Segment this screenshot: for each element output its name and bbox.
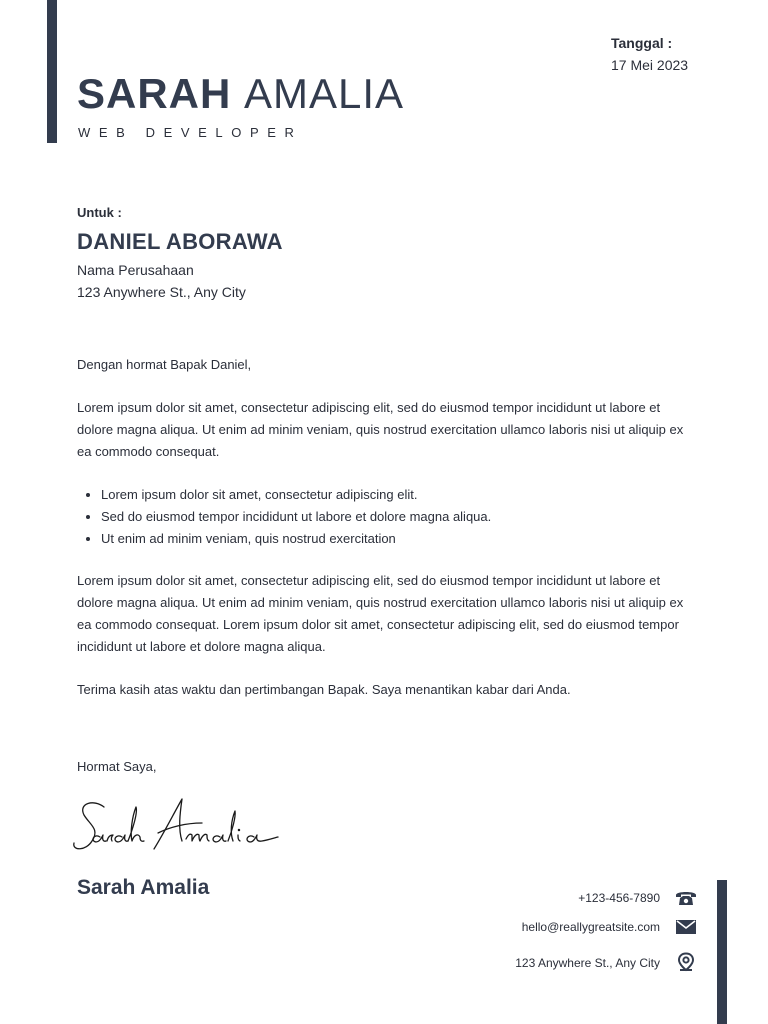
contact-phone: +123-456-7890 bbox=[578, 891, 660, 905]
phone-icon bbox=[674, 886, 698, 910]
signer-name: Sarah Amalia bbox=[77, 876, 210, 899]
accent-bar-top bbox=[47, 0, 57, 143]
date-block bbox=[611, 32, 688, 76]
date-label: Tanggal : bbox=[611, 35, 673, 51]
contact-address-row bbox=[515, 951, 698, 975]
email-icon bbox=[674, 915, 698, 939]
contact-phone-row bbox=[578, 886, 698, 910]
letter-thanks: Terima kasih atas waktu dan pertimbangan Bapak. Saya menantikan kabar dari Anda. bbox=[77, 682, 571, 697]
accent-bar-bottom bbox=[717, 880, 727, 1024]
date-value: 17 Mei 2023 bbox=[611, 57, 689, 73]
recipient-label: Untuk : bbox=[77, 205, 122, 220]
contact-address: 123 Anywhere St., Any City bbox=[515, 956, 660, 970]
location-icon bbox=[674, 951, 698, 975]
bullet-item: • Sed do eiusmod tempor incididunt ut labore et dolore magna aliqua. bbox=[101, 506, 697, 528]
letter-paragraph-1: Lorem ipsum dolor sit amet, consectetur adipiscing elit, sed do eiusmod tempor incididunt ut labore et dolore magna aliqua. Ut enim ad minim veniam, quis nostrud exercitation ullamco laboris nisi ut aliquip ex ea commodo consequat. bbox=[77, 400, 684, 459]
sender-role: WEB DEVELOPER bbox=[78, 125, 303, 140]
letter-closing: Hormat Saya, bbox=[77, 759, 157, 774]
handwritten-signature bbox=[70, 793, 285, 857]
letter-paragraph-2: Lorem ipsum dolor sit amet, consectetur adipiscing elit, sed do eiusmod tempor incididunt ut labore et dolore magna aliqua. Ut enim ad minim veniam, quis nostrud exercitation ullamco laboris nisi ut aliquip ex ea commodo consequat. Lorem ipsum dolor sit amet, consectetur adipiscing elit, sed do eiusmod tempor incididunt ut labore et dolore magna aliqua. bbox=[77, 573, 684, 654]
sender-last-name: AMALIA bbox=[244, 70, 405, 117]
bullet-item: • Lorem ipsum dolor sit amet, consectetur adipiscing elit. bbox=[101, 484, 697, 506]
letter-greeting: Dengan hormat Bapak Daniel, bbox=[77, 357, 252, 372]
recipient-address: 123 Anywhere St., Any City bbox=[77, 284, 246, 300]
sender-first-name: SARAH bbox=[77, 70, 232, 117]
recipient-name: DANIEL ABORAWA bbox=[77, 229, 283, 254]
contact-email: hello@reallygreatsite.com bbox=[521, 920, 660, 934]
recipient-company: Nama Perusahaan bbox=[77, 262, 194, 278]
bullet-item: • Ut enim ad minim veniam, quis nostrud exercitation bbox=[101, 528, 697, 550]
letter-body bbox=[77, 354, 697, 701]
contact-email-row bbox=[522, 915, 698, 939]
letter-bullet-list bbox=[77, 484, 697, 550]
sender-name-heading bbox=[77, 68, 404, 120]
